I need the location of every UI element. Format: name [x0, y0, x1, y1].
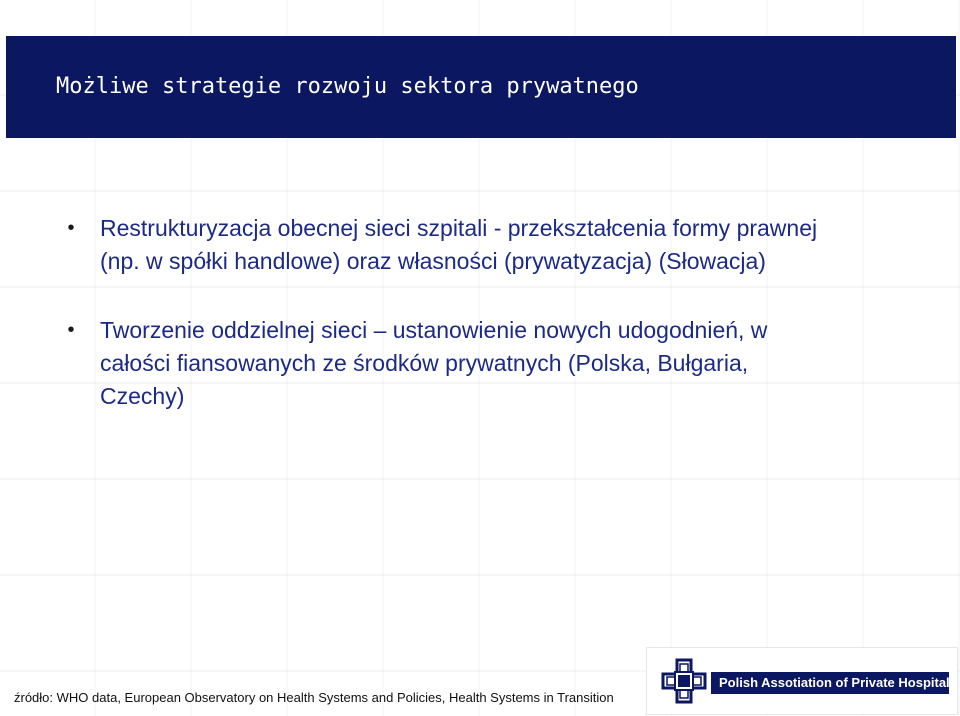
source-note: źródło: WHO data, European Observatory on Health Systems and Policies, Health Systems in Transition — [14, 690, 614, 705]
logo-text: Polish Assotiation of Private Hospitals — [719, 675, 957, 690]
bullet-icon: • — [67, 319, 75, 341]
hospital-cross-icon — [661, 658, 707, 704]
association-logo — [646, 647, 958, 715]
bullet-text: Tworzenie oddzielnej sieci – ustanowienie nowych udogodnień, w całości fiansowanych ze środków prywatnych (Polska, Bułgaria, Czechy) — [100, 317, 768, 409]
bullet-text: Restrukturyzacja obecnej sieci szpitali - przekształcenia formy prawnej (np. w spółki handlowe) oraz własności (prywatyzacja) (Słowacja) — [100, 215, 818, 274]
bullet-list — [62, 212, 822, 449]
bullet-item — [62, 212, 822, 278]
bullet-item — [62, 314, 822, 413]
slide-title: Możliwe strategie rozwoju sektora prywatnego — [56, 74, 639, 99]
bullet-icon: • — [67, 217, 75, 239]
